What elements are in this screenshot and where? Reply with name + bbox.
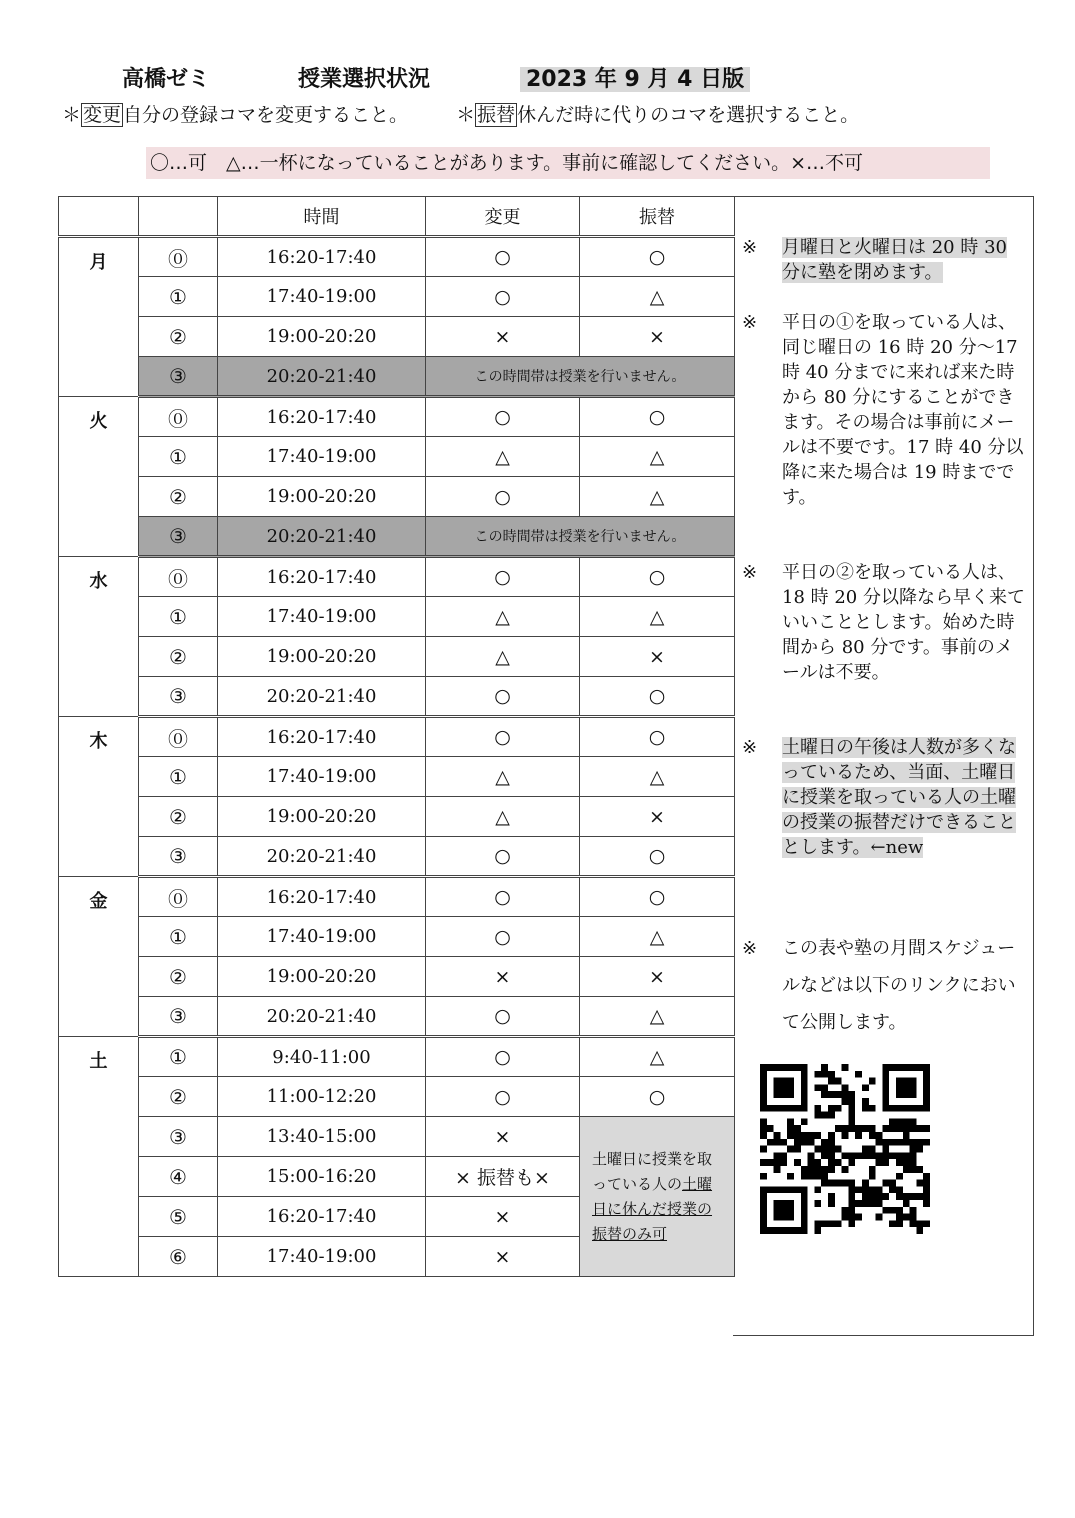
- change-status: ○: [426, 237, 580, 277]
- note-text: 平日の①を取っている人は、同じ曜日の 16 時 20 分～17 時 40 分までに来れば来た時から 80 分にすることができます。その場合は事前にメールは不要です。17 時 40 分以降に来た場合は 19 時までです。: [782, 312, 1024, 508]
- time-slot: 17:40-19:00: [218, 277, 426, 317]
- day-label: 火: [59, 397, 139, 557]
- period-number: ①: [139, 917, 218, 957]
- change-prefix: ＊: [62, 104, 82, 126]
- time-slot: 19:00-20:20: [218, 317, 426, 357]
- closed-message: この時間帯は授業を行いません。: [426, 517, 735, 557]
- side-note: [742, 735, 1027, 860]
- time-slot: 16:20-17:40: [218, 557, 426, 597]
- time-slot: 20:20-21:40: [218, 517, 426, 557]
- transfer-status: △: [580, 437, 735, 477]
- change-status: ○: [426, 837, 580, 877]
- side-note: [742, 560, 1027, 685]
- period-number: ⓪: [139, 237, 218, 277]
- time-slot: 19:00-20:20: [218, 797, 426, 837]
- transfer-text: 休んだ時に代りのコマを選択すること。: [517, 104, 860, 126]
- change-status: ○: [426, 397, 580, 437]
- period-number: ③: [139, 837, 218, 877]
- change-text: 自分の登録コマを変更すること。: [123, 104, 409, 126]
- time-slot: 20:20-21:40: [218, 677, 426, 717]
- table-row: [59, 237, 735, 277]
- note-mark: ※: [742, 938, 758, 959]
- note-text: 平日の②を取っている人は､18 時 20 分以降なら早く来ていいこととします。始めた時間から 80 分です。事前のメールは不要。: [782, 562, 1025, 683]
- transfer-status: ○: [580, 397, 735, 437]
- time-slot: 17:40-19:00: [218, 757, 426, 797]
- day-label: 金: [59, 877, 139, 1037]
- table-row: [59, 277, 735, 317]
- transfer-term: 振替: [477, 104, 516, 126]
- period-number: ⓪: [139, 717, 218, 757]
- period-number: ⑤: [139, 1197, 218, 1237]
- table-row: [59, 397, 735, 437]
- table-row: [59, 637, 735, 677]
- transfer-prefix: ＊: [456, 104, 476, 126]
- transfer-status: ○: [580, 837, 735, 877]
- transfer-status: △: [580, 597, 735, 637]
- page-title: 授業選択状況: [298, 67, 431, 92]
- period-number: ①: [139, 1037, 218, 1077]
- header-cell-period: [139, 197, 218, 237]
- period-number: ③: [139, 1117, 218, 1157]
- note-mark: ※: [742, 562, 758, 583]
- table-row: [59, 517, 735, 557]
- table-row: [59, 357, 735, 397]
- time-slot: 17:40-19:00: [218, 1237, 426, 1277]
- transfer-status: △: [580, 1037, 735, 1077]
- time-slot: 19:00-20:20: [218, 477, 426, 517]
- transfer-status: ○: [580, 717, 735, 757]
- version-date: [520, 62, 750, 93]
- time-slot: 11:00-12:20: [218, 1077, 426, 1117]
- period-number: ⓪: [139, 557, 218, 597]
- period-number: ①: [139, 277, 218, 317]
- header-row: [59, 197, 735, 237]
- change-status: △: [426, 797, 580, 837]
- period-number: ③: [139, 357, 218, 397]
- header-cell-day: [59, 197, 139, 237]
- transfer-status: ×: [580, 637, 735, 677]
- change-status: ×: [426, 317, 580, 357]
- header-cell-change: 変更: [426, 197, 580, 237]
- time-slot: 13:40-15:00: [218, 1117, 426, 1157]
- table-row: [59, 797, 735, 837]
- time-slot: 16:20-17:40: [218, 877, 426, 917]
- side-note: [742, 235, 1027, 285]
- transfer-status: ○: [580, 677, 735, 717]
- time-slot: 17:40-19:00: [218, 597, 426, 637]
- table-row: [59, 477, 735, 517]
- time-slot: 17:40-19:00: [218, 437, 426, 477]
- legend-bar: 〇…可 △…一杯になっていることがあります。事前に確認してください。×…不可: [146, 147, 990, 179]
- table-row: [59, 997, 735, 1037]
- time-slot: 16:20-17:40: [218, 237, 426, 277]
- version-date-text: 2023 年 9 月 4 日版: [520, 67, 750, 92]
- change-status: ○: [426, 997, 580, 1037]
- qr-code-icon[interactable]: [760, 1064, 930, 1234]
- change-status: ○: [426, 1077, 580, 1117]
- time-slot: 15:00-16:20: [218, 1157, 426, 1197]
- time-slot: 17:40-19:00: [218, 917, 426, 957]
- period-number: ②: [139, 1077, 218, 1117]
- period-number: ⓪: [139, 877, 218, 917]
- schedule-table: [58, 196, 735, 1277]
- table-row: [59, 1077, 735, 1117]
- time-slot: 20:20-21:40: [218, 997, 426, 1037]
- period-number: ①: [139, 757, 218, 797]
- transfer-status: △: [580, 917, 735, 957]
- transfer-status: ×: [580, 957, 735, 997]
- transfer-status: △: [580, 757, 735, 797]
- time-slot: 20:20-21:40: [218, 357, 426, 397]
- header-cell-time: 時間: [218, 197, 426, 237]
- closed-message: この時間帯は授業を行いません。: [426, 357, 735, 397]
- period-number: ⑥: [139, 1237, 218, 1277]
- table-row: [59, 1117, 735, 1157]
- period-number: ③: [139, 517, 218, 557]
- day-label: 木: [59, 717, 139, 877]
- change-status: ×: [426, 1197, 580, 1237]
- change-status: ×: [426, 1117, 580, 1157]
- transfer-status: ○: [580, 1077, 735, 1117]
- saturday-note-line1: 土曜日に授業を取っている人の: [592, 1149, 713, 1193]
- saturday-note-line2: 土曜日に休んだ授業の振替のみ可: [592, 1174, 713, 1243]
- time-slot: 16:20-17:40: [218, 1197, 426, 1237]
- saturday-transfer-note: [580, 1117, 735, 1277]
- period-number: ①: [139, 437, 218, 477]
- transfer-status: △: [580, 277, 735, 317]
- table-row: [59, 917, 735, 957]
- period-number: ⓪: [139, 397, 218, 437]
- table-row: [59, 677, 735, 717]
- change-status: ○: [426, 557, 580, 597]
- time-slot: 20:20-21:40: [218, 837, 426, 877]
- change-status: ○: [426, 1037, 580, 1077]
- day-label: 土: [59, 1037, 139, 1277]
- school-name: 高橋ゼミ: [122, 67, 211, 92]
- note-text: この表や塾の月間スケジュールなどは以下のリンクにおいて公開します。: [782, 938, 1016, 1033]
- change-status: ×: [426, 957, 580, 997]
- transfer-status: ○: [580, 877, 735, 917]
- time-slot: 9:40-11:00: [218, 1037, 426, 1077]
- period-number: ②: [139, 797, 218, 837]
- table-row: [59, 597, 735, 637]
- side-note: [742, 310, 1027, 510]
- note-text: 月曜日と火曜日は 20 時 30 分に塾を閉めます。: [782, 237, 1007, 283]
- change-status: △: [426, 597, 580, 637]
- table-row: [59, 837, 735, 877]
- period-number: ②: [139, 957, 218, 997]
- change-status: ○: [426, 717, 580, 757]
- note-mark: ※: [742, 737, 758, 758]
- change-status: ○: [426, 677, 580, 717]
- table-row: [59, 437, 735, 477]
- transfer-status: △: [580, 997, 735, 1037]
- transfer-status: ×: [580, 317, 735, 357]
- transfer-status: △: [580, 477, 735, 517]
- day-label: 月: [59, 237, 139, 397]
- change-status: △: [426, 757, 580, 797]
- time-slot: 16:20-17:40: [218, 397, 426, 437]
- transfer-status: ×: [580, 797, 735, 837]
- header-cell-transfer: 振替: [580, 197, 735, 237]
- period-number: ③: [139, 677, 218, 717]
- table-row: [59, 717, 735, 757]
- change-status: × 振替も×: [426, 1157, 580, 1197]
- note-text: 土曜日の午後は人数が多くなっているため、当面、土曜日に授業を取っている人の土曜の授業の振替だけできることとします。←new: [782, 737, 1016, 858]
- time-slot: 19:00-20:20: [218, 637, 426, 677]
- transfer-status: ○: [580, 557, 735, 597]
- table-row: [59, 317, 735, 357]
- period-number: ②: [139, 637, 218, 677]
- period-number: ③: [139, 997, 218, 1037]
- table-row: [59, 557, 735, 597]
- side-note: [742, 930, 1027, 1041]
- instruction-notes: [62, 100, 859, 127]
- change-term: 変更: [83, 104, 122, 126]
- change-status: ○: [426, 477, 580, 517]
- table-row: [59, 757, 735, 797]
- period-number: ①: [139, 597, 218, 637]
- change-status: ×: [426, 1237, 580, 1277]
- change-status: ○: [426, 877, 580, 917]
- note-mark: ※: [742, 312, 758, 333]
- transfer-status: ○: [580, 237, 735, 277]
- change-status: ○: [426, 917, 580, 957]
- change-status: △: [426, 637, 580, 677]
- note-mark: ※: [742, 237, 758, 258]
- table-row: [59, 957, 735, 997]
- change-status: △: [426, 437, 580, 477]
- time-slot: 19:00-20:20: [218, 957, 426, 997]
- period-number: ②: [139, 317, 218, 357]
- period-number: ④: [139, 1157, 218, 1197]
- period-number: ②: [139, 477, 218, 517]
- table-row: [59, 1037, 735, 1077]
- time-slot: 16:20-17:40: [218, 717, 426, 757]
- table-row: [59, 877, 735, 917]
- day-label: 水: [59, 557, 139, 717]
- change-status: ○: [426, 277, 580, 317]
